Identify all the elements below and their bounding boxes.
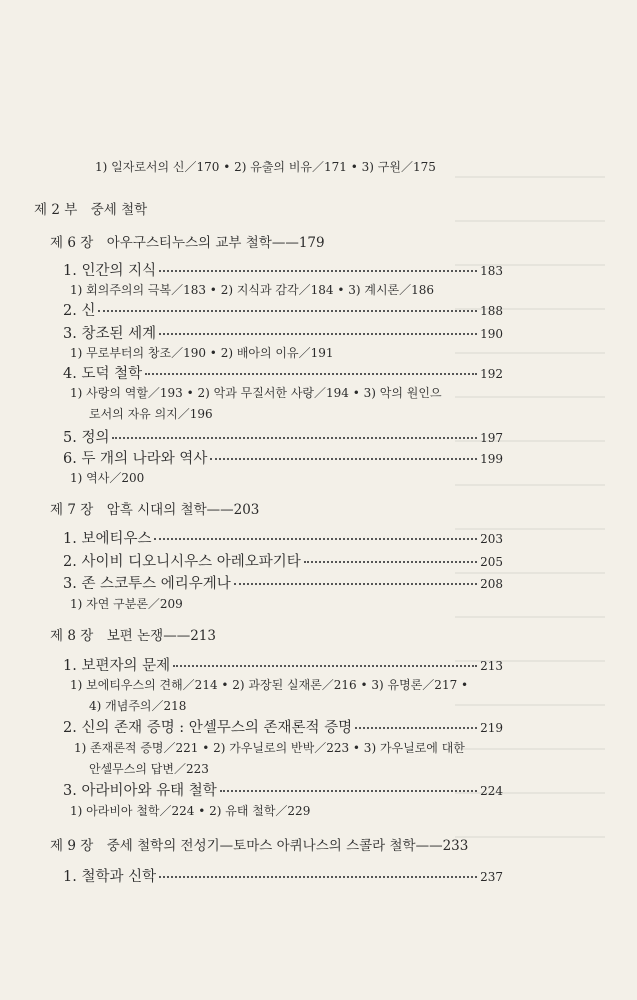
- entry-title: 2. 신의 존재 증명 : 안셀무스의 존재론적 증명: [63, 720, 353, 736]
- subentry: 1) 역사／200: [70, 471, 145, 485]
- entry-page: 190: [480, 327, 503, 341]
- entry-page: 213: [480, 659, 503, 673]
- chapter-8-heading: 제 8 장 보편 논쟁——213: [50, 628, 216, 644]
- dot-leader: [234, 583, 477, 585]
- entry-page: 203: [480, 532, 503, 546]
- toc-entry: [63, 322, 503, 343]
- entry-title: 1. 보편자의 문제: [63, 658, 171, 674]
- toc-entry: [63, 865, 503, 886]
- subentry: 1) 존재론적 증명／221 • 2) 가우닐로의 반박／223 • 3) 가우닐로에 대한: [74, 741, 465, 755]
- entry-title: 3. 창조된 세계: [63, 326, 157, 342]
- dot-leader: [98, 310, 477, 312]
- subentry: 로서의 자유 의지／196: [89, 407, 213, 421]
- dot-leader: [159, 333, 477, 335]
- toc-entry: [63, 716, 503, 737]
- subentry: 1) 회의주의의 극복／183 • 2) 지식과 감각／184 • 3) 계시론／186: [70, 283, 435, 297]
- subentry: 1) 무로부터의 창조／190 • 2) 배아의 이유／191: [70, 346, 334, 360]
- dot-leader: [145, 373, 477, 375]
- toc-entry: [63, 527, 503, 548]
- dot-leader: [210, 458, 477, 460]
- toc-entry: [63, 426, 503, 447]
- subentry: 1) 자연 구분론／209: [70, 597, 183, 611]
- subentry: 1) 보에티우스의 견해／214 • 2) 과장된 실재론／216 • 3) 유명론／217 •: [70, 678, 469, 692]
- toc-entry: [63, 654, 503, 675]
- dot-leader: [304, 561, 477, 563]
- toc-entry: [63, 362, 503, 383]
- subentry-neoplatonism: 1) 일자로서의 신／170 • 2) 유출의 비유／171 • 3) 구원／175: [95, 160, 436, 174]
- bleed-through-text: [455, 150, 605, 870]
- subentry: 1) 아라비아 철학／224 • 2) 유태 철학／229: [70, 804, 311, 818]
- subentry: 4) 개념주의／218: [89, 699, 187, 713]
- entry-title: 6. 두 개의 나라와 역사: [63, 451, 208, 467]
- toc-entry: [63, 447, 503, 468]
- dot-leader: [159, 270, 477, 272]
- entry-title: 2. 사이비 디오니시우스 아레오파기타: [63, 554, 301, 570]
- toc-entry: [63, 550, 503, 571]
- chapter-7-heading: 제 7 장 암흑 시대의 철학——203: [50, 502, 260, 518]
- entry-title: 1. 보에티우스: [63, 531, 152, 547]
- dot-leader: [159, 876, 477, 878]
- subentry: 안셀무스의 답변／223: [89, 762, 209, 776]
- chapter-6-heading: 제 6 장 아우구스티누스의 교부 철학——179: [50, 235, 325, 251]
- entry-page: 224: [480, 784, 503, 798]
- toc-entry: [63, 259, 503, 280]
- entry-page: 188: [480, 304, 503, 318]
- entry-title: 5. 정의: [63, 430, 110, 446]
- dot-leader: [220, 790, 477, 792]
- entry-page: 208: [480, 577, 503, 591]
- entry-page: 197: [480, 431, 503, 445]
- subentry: 1) 사랑의 역할／193 • 2) 악과 무질서한 사랑／194 • 3) 악의 원인으: [70, 386, 442, 400]
- entry-page: 219: [480, 721, 503, 735]
- entry-title: 1. 인간의 지식: [63, 263, 157, 279]
- dot-leader: [355, 727, 477, 729]
- chapter-9-heading: 제 9 장 중세 철학의 전성기—토마스 아퀴나스의 스콜라 철학——233: [50, 838, 469, 854]
- part-heading: 제 2 부 중세 철학: [34, 202, 148, 218]
- entry-title: 2. 신: [63, 303, 96, 319]
- entry-page: 192: [480, 367, 503, 381]
- entry-title: 4. 도덕 철학: [63, 366, 143, 382]
- entry-title: 3. 존 스코투스 에리우게나: [63, 576, 231, 592]
- entry-page: 183: [480, 264, 503, 278]
- entry-page: 205: [480, 555, 503, 569]
- toc-entry: [63, 779, 503, 800]
- entry-title: 3. 아라비아와 유태 철학: [63, 783, 217, 799]
- dot-leader: [173, 665, 477, 667]
- entry-page: 199: [480, 452, 503, 466]
- toc-entry: [63, 572, 503, 593]
- dot-leader: [154, 538, 477, 540]
- entry-page: 237: [480, 870, 503, 884]
- dot-leader: [112, 437, 477, 439]
- entry-title: 1. 철학과 신학: [63, 869, 157, 885]
- toc-entry: [63, 299, 503, 320]
